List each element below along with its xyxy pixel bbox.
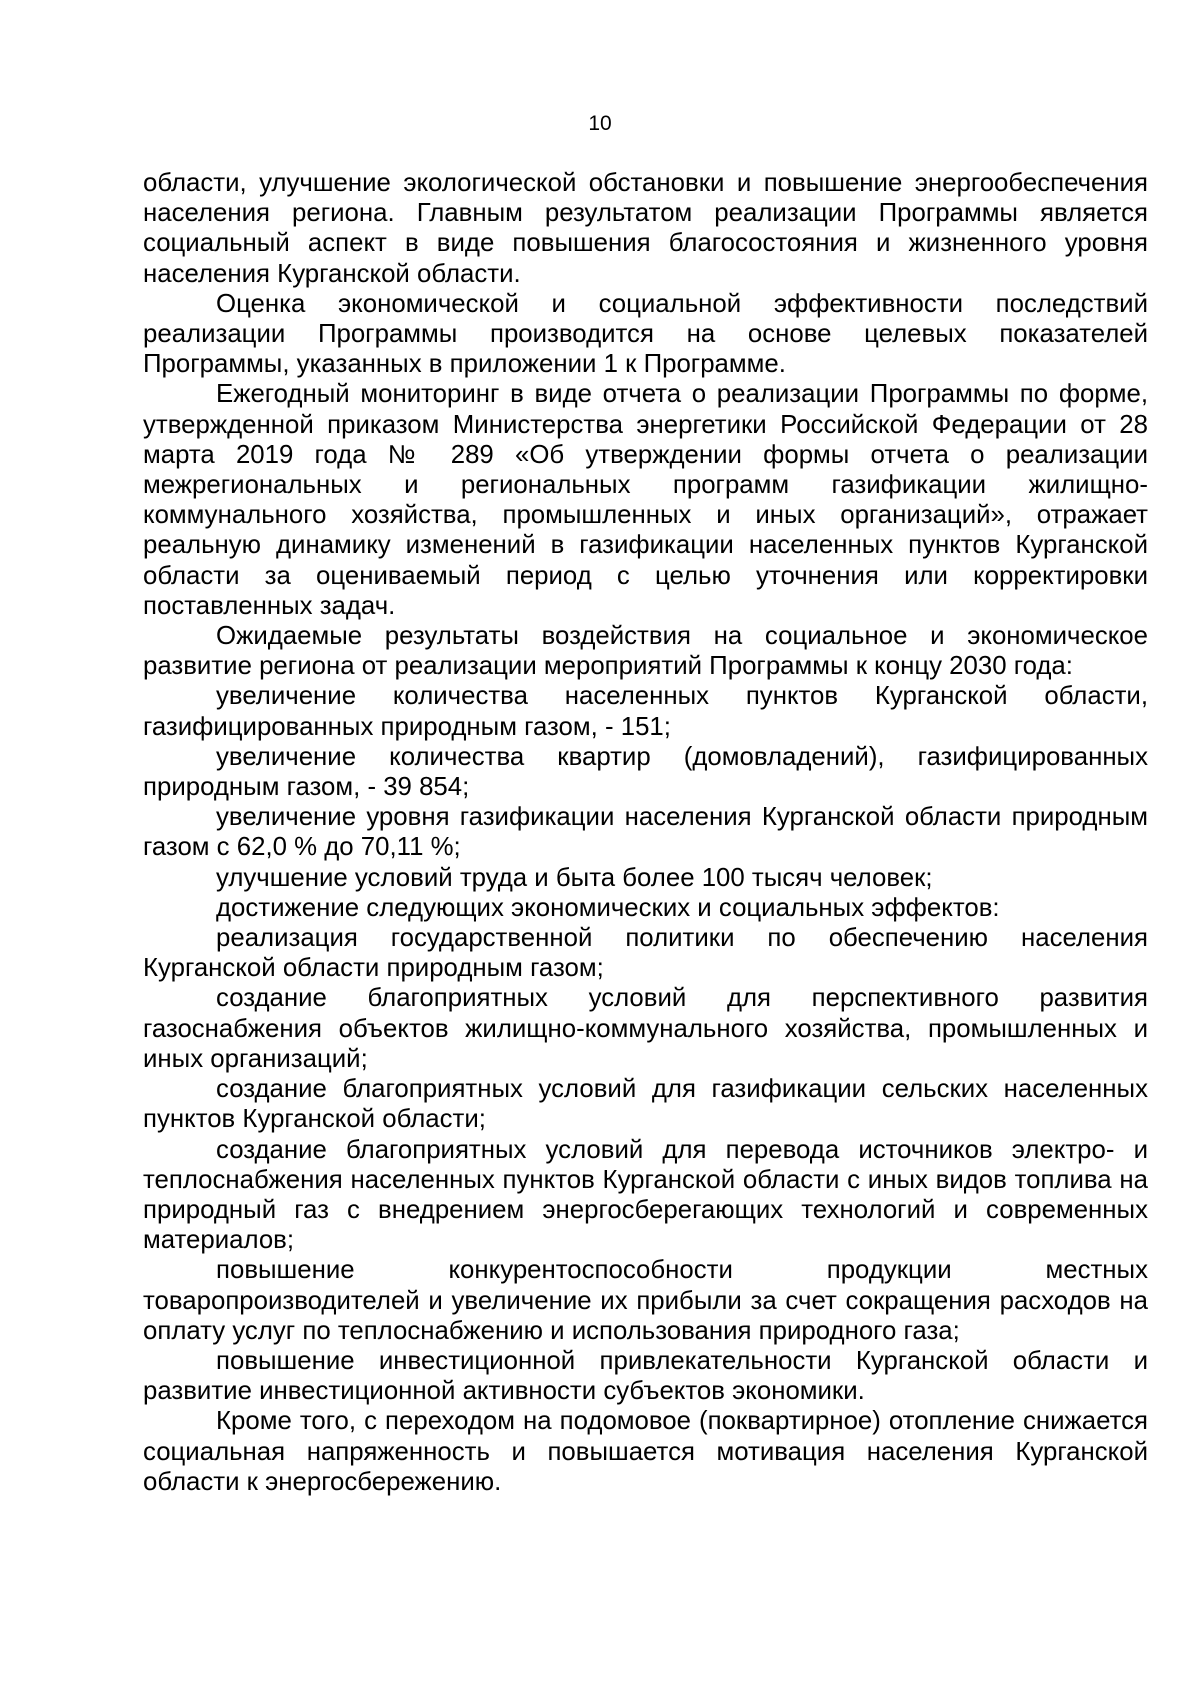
list-item-competitiveness: повышение конкурентоспособности продукции местных товаропроизводителей и увеличение их прибыли за счет сокращения расходов на оплату услуг по теплоснабжению и использования природного газа;: [143, 1256, 1148, 1345]
list-item-investment-attractiveness: повышение инвестиционной привлекательности Курганской области и развитие инвестиционной активности субъектов экономики.: [143, 1346, 1148, 1406]
list-item-effects-heading: достижение следующих экономических и социальных эффектов:: [216, 893, 1000, 922]
paragraph-continuation: области, улучшение экологической обстановки и повышение энергообеспечения населения региона. Главным результатом реализации Программы является социальный аспект в виде повышения благосостояния и жизненного уровня населения Курганской области.: [143, 169, 1148, 288]
list-item-gas-supply-development: создание благоприятных условий для перспективного развития газоснабжения объектов жилищно-коммунального хозяйства, промышленных и иных организаций;: [143, 984, 1148, 1073]
list-item-apartments: увеличение количества квартир (домовладений), газифицированных природным газом, - 39 854;: [143, 742, 1148, 802]
paragraph-annual-monitoring: Ежегодный мониторинг в виде отчета о реализации Программы по форме, утвержденной приказом Министерства энергетики Российской Федерации от 28 марта 2019 года № 289 «Об утверждении формы отчета о реализации межрегиональных и региональных программ газификации жилищно-коммунального хозяйства, промышленных и иных организаций», отражает реальную динамику изменений в газификации населенных пунктов Курганской области за оцениваемый период с целью уточнения или корректировки поставленных задач.: [143, 380, 1148, 620]
paragraph-expected-results: Ожидаемые результаты воздействия на социальное и экономическое развитие региона от реализации мероприятий Программы к концу 2030 года:: [143, 622, 1148, 681]
list-item-living-conditions: улучшение условий труда и быта более 100 тысяч человек;: [216, 863, 933, 892]
list-item-gasification-level: увеличение уровня газификации населения Курганской области природным газом с 62,0 % до 70,11 %;: [143, 803, 1148, 862]
list-item-settlements: увеличение количества населенных пунктов Курганской области, газифицированных природным газом, - 151;: [143, 682, 1148, 741]
list-item-state-policy: реализация государственной политики по обеспечению населения Курганской области природным газом;: [143, 924, 1148, 983]
page-number: 10: [588, 112, 612, 135]
list-item-fuel-conversion: создание благоприятных условий для перевода источников электро- и теплоснабжения населенных пунктов Курганской области с иных видов топлива на природный газ с внедрением энергосберегающих технологий и современных материалов;: [143, 1135, 1148, 1255]
list-item-rural-gasification: создание благоприятных условий для газификации сельских населенных пунктов Курганской области;: [143, 1075, 1148, 1134]
paragraph-conclusion: Кроме того, с переходом на подомовое (поквартирное) отопление снижается социальная напряженность и повышается мотивация населения Курганской области к энергосбережению.: [143, 1407, 1148, 1496]
paragraph-efficiency-assessment: Оценка экономической и социальной эффективности последствий реализации Программы производится на основе целевых показателей Программы, указанных в приложении 1 к Программе.: [143, 289, 1148, 379]
document-body: [143, 168, 1148, 1497]
